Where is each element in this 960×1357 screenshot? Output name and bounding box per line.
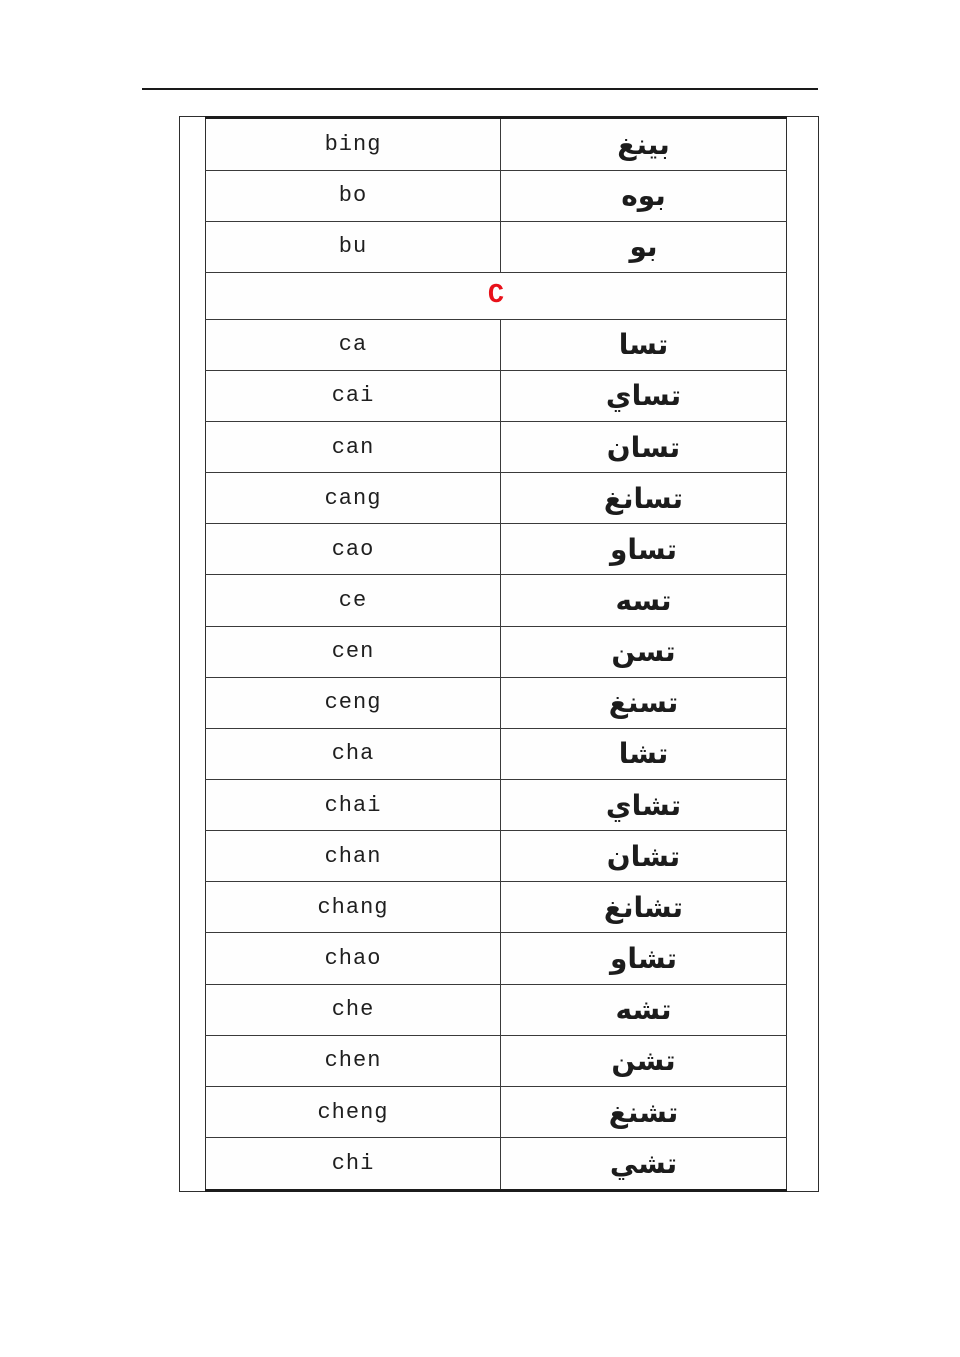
- pinyin-cell: chao: [206, 933, 501, 984]
- table-row: [206, 1086, 787, 1137]
- pinyin-cell: che: [206, 984, 501, 1035]
- pinyin-cell: cao: [206, 524, 501, 575]
- pinyin-cell: chan: [206, 831, 501, 882]
- arabic-transliteration-cell: تشه: [501, 984, 787, 1035]
- table-row: [206, 370, 787, 421]
- table-row: [206, 118, 787, 171]
- pinyin-cell: bu: [206, 221, 501, 272]
- arabic-transliteration-cell: تشان: [501, 831, 787, 882]
- pinyin-cell: bing: [206, 118, 501, 171]
- arabic-transliteration-cell: تشنغ: [501, 1086, 787, 1137]
- pinyin-cell: chang: [206, 882, 501, 933]
- pinyin-cell: can: [206, 421, 501, 472]
- table-row: [206, 728, 787, 779]
- pinyin-cell: chi: [206, 1138, 501, 1191]
- section-letter: C: [206, 272, 787, 319]
- table-body: [206, 118, 787, 1191]
- arabic-transliteration-cell: تسه: [501, 575, 787, 626]
- arabic-transliteration-cell: تشاي: [501, 780, 787, 831]
- pinyin-cell: chai: [206, 780, 501, 831]
- table-row: [206, 421, 787, 472]
- arabic-transliteration-cell: تسانغ: [501, 473, 787, 524]
- table-row: [206, 319, 787, 370]
- pinyin-cell: cheng: [206, 1086, 501, 1137]
- pinyin-arabic-table: [205, 116, 787, 1192]
- arabic-transliteration-cell: تشن: [501, 1035, 787, 1086]
- arabic-transliteration-cell: تشا: [501, 728, 787, 779]
- table-row: [206, 1138, 787, 1191]
- pinyin-cell: cha: [206, 728, 501, 779]
- pinyin-cell: cen: [206, 626, 501, 677]
- section-row: [206, 272, 787, 319]
- arabic-transliteration-cell: تسنغ: [501, 677, 787, 728]
- pinyin-cell: bo: [206, 170, 501, 221]
- pinyin-cell: chen: [206, 1035, 501, 1086]
- table-row: [206, 780, 787, 831]
- pinyin-cell: ca: [206, 319, 501, 370]
- arabic-transliteration-cell: بوه: [501, 170, 787, 221]
- arabic-transliteration-cell: بينغ: [501, 118, 787, 171]
- table-row: [206, 984, 787, 1035]
- table-row: [206, 831, 787, 882]
- pinyin-cell: cang: [206, 473, 501, 524]
- arabic-transliteration-cell: تشانغ: [501, 882, 787, 933]
- arabic-transliteration-cell: تشي: [501, 1138, 787, 1191]
- table-row: [206, 626, 787, 677]
- table-row: [206, 933, 787, 984]
- arabic-transliteration-cell: تشاو: [501, 933, 787, 984]
- table-row: [206, 473, 787, 524]
- table-row: [206, 882, 787, 933]
- arabic-transliteration-cell: تسان: [501, 421, 787, 472]
- table-row: [206, 575, 787, 626]
- arabic-transliteration-cell: تساو: [501, 524, 787, 575]
- table-row: [206, 170, 787, 221]
- table-row: [206, 1035, 787, 1086]
- pinyin-cell: ceng: [206, 677, 501, 728]
- arabic-transliteration-cell: تساي: [501, 370, 787, 421]
- arabic-transliteration-cell: تسن: [501, 626, 787, 677]
- arabic-transliteration-cell: بو: [501, 221, 787, 272]
- pinyin-cell: cai: [206, 370, 501, 421]
- arabic-transliteration-cell: تسا: [501, 319, 787, 370]
- page-header-rule: [142, 88, 818, 90]
- pinyin-cell: ce: [206, 575, 501, 626]
- table-row: [206, 677, 787, 728]
- table-row: [206, 221, 787, 272]
- table-row: [206, 524, 787, 575]
